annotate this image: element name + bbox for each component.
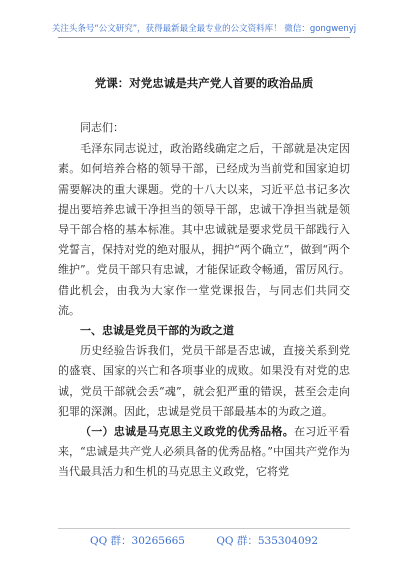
header-divider bbox=[58, 37, 350, 38]
page-header-banner: 关注头条号“公文研究”，获得最新最全最专业的公文资料库！ 微信：gongwenyj bbox=[51, 24, 357, 34]
document-body bbox=[58, 118, 350, 483]
salutation: 同志们： bbox=[80, 121, 124, 134]
paragraph-history: 历史经验告诉我们，党员干部是否忠诚，直接关系到党的盛衰、国家的兴亡和各项事业的成败。如果没有对党的忠诚，党员干部就会丢“魂”，就会犯严重的错误，甚至会走向犯罪的深渊。因此，忠诚是党员干部最基本的为政之道。 bbox=[58, 344, 350, 418]
footer-qq-group-2: QQ 群：535304092 bbox=[216, 535, 319, 547]
page-footer bbox=[0, 533, 408, 548]
paragraph-subsection-1 bbox=[58, 422, 350, 483]
section-heading-1: 一、忠诚是党员干部的为政之道 bbox=[80, 324, 234, 338]
paragraph-intro: 毛泽东同志说过，政治路线确定之后，干部就是决定因素。如何培养合格的领导干部，已经成为当前党和国家迫切需要解决的重大课题。党的十八大以来，习近平总书记多次提出要培养忠诚干净担当的领导干部，忠诚干净担当就是领导干部合格的基本标准。其中忠诚就是要求党员干部践行入党誓言，保持对党的绝对服从，拥护“两个确立”，做到“两个维护”。党员干部只有忠诚，才能保证政令畅通，雷厉风行。借此机会，由我为大家作一堂党课报告，与同志们共同交流。 bbox=[58, 142, 350, 317]
paragraph-subsection-1-text: 在习近平看来，“忠诚是共产党人必须具备的优秀品格。”中国共产党作为当代最具活力和生机的马克思主义政党，它将党 bbox=[58, 425, 351, 479]
footer-divider bbox=[58, 528, 350, 529]
footer-qq-group-1: QQ 群：30265665 bbox=[89, 535, 185, 547]
document-title: 党课：对党忠诚是共产党人首要的政治品质 bbox=[94, 76, 314, 90]
sub-heading-1: （一）忠诚是马克思主义政党的优秀品格。 bbox=[80, 425, 294, 439]
